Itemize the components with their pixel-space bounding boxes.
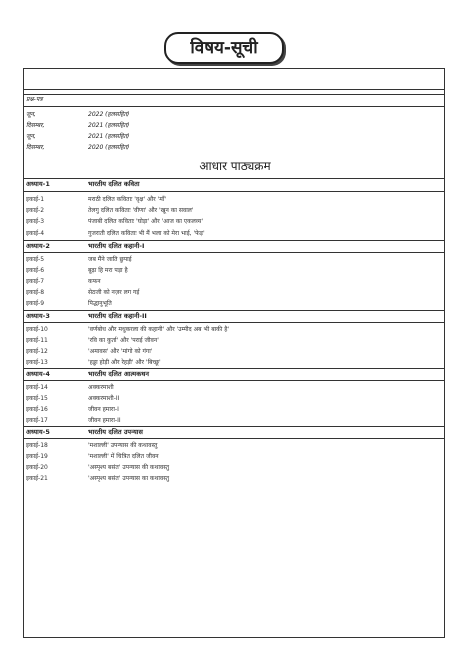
unit-number: इकाई-20 <box>26 464 48 471</box>
unit-number: इकाई-1 <box>26 196 45 203</box>
chapter-title: भारतीय दलित उपन्यास <box>88 428 143 436</box>
unit-number: इकाई-19 <box>26 453 48 460</box>
unit-title: गुजराती दलित कविताः भी मैं भला को मेरा भाई, 'फेड़' <box>88 230 205 237</box>
unit-title: 'मशाल्ली' उपन्यास की कथावस्तु <box>88 442 158 449</box>
divider <box>23 426 445 427</box>
unit-title: जीवन हमारा-II <box>88 417 121 424</box>
question-paper-month: जून, <box>26 133 36 140</box>
unit-title: 'अस्पृश्य बसंत' उपन्यास की कथावस्तु <box>88 464 169 471</box>
unit-title: कफन <box>88 278 101 285</box>
unit-number: इकाई-18 <box>26 442 48 449</box>
unit-number: इकाई-3 <box>26 218 45 225</box>
question-paper-month: जून, <box>26 111 36 118</box>
unit-number: इकाई-17 <box>26 417 48 424</box>
divider <box>23 368 445 369</box>
unit-number: इकाई-9 <box>26 300 45 307</box>
divider <box>23 240 445 241</box>
unit-title: सेठजी को नज़र लग गई <box>88 289 140 296</box>
chapter-title: भारतीय दलित कहानी-II <box>88 312 147 320</box>
chapter-number: अध्याय-1 <box>26 180 50 188</box>
chapter-number: अध्याय-3 <box>26 312 50 320</box>
unit-number: इकाई-5 <box>26 256 45 263</box>
unit-number: इकाई-21 <box>26 475 48 482</box>
chapter-title: भारतीय दलित कहानी-I <box>88 242 145 250</box>
unit-number: इकाई-16 <box>26 406 48 413</box>
question-paper-year: 2021 (हलसहित) <box>88 122 130 129</box>
unit-title: 'रवि का कुर्ता' और 'पराई जीवन' <box>88 337 159 344</box>
divider <box>23 89 445 90</box>
unit-title: जीवन हमारा-I <box>88 406 119 413</box>
divider <box>23 252 445 253</box>
question-paper-year: 2021 (हलसहित) <box>88 133 130 140</box>
unit-number: इकाई-12 <box>26 348 48 355</box>
unit-number: इकाई-2 <box>26 207 45 214</box>
unit-number: इकाई-6 <box>26 267 45 274</box>
unit-title: अक्करमाशी-II <box>88 395 120 402</box>
unit-number: इकाई-13 <box>26 359 48 366</box>
divider <box>23 191 445 192</box>
question-paper-year: 2022 (हलसहित) <box>88 111 130 118</box>
chapter-title: भारतीय दलित कविता <box>88 180 140 188</box>
unit-number: इकाई-10 <box>26 326 48 333</box>
unit-title: पिद्धानुभूति <box>88 300 112 307</box>
question-paper-year: 2020 (हलसहित) <box>88 144 130 151</box>
unit-title: 'मशाल्ली' में चित्रित दलित जीवन <box>88 453 159 460</box>
unit-number: इकाई-14 <box>26 384 48 391</box>
title-badge <box>164 32 284 64</box>
unit-title: 'अस्पृश्य बसंत' उपन्यास का कथावस्तु <box>88 475 169 482</box>
chapter-number: अध्याय-4 <box>26 370 50 378</box>
chapter-number: अध्याय-2 <box>26 242 50 250</box>
unit-number: इकाई-4 <box>26 230 45 237</box>
question-paper-month: दिसम्बर, <box>26 122 45 129</box>
unit-title: मराठी दलित कविताः 'वृक्ष' और 'माँ' <box>88 196 167 203</box>
unit-title: 'हड्डा होड़ी और रेहड़ी' और 'बिच्छू' <box>88 359 161 366</box>
chapter-title: भारतीय दलित आत्मकथन <box>88 370 149 378</box>
unit-number: इकाई-15 <box>26 395 48 402</box>
unit-title: जब मैंने जाति छुपाई <box>88 256 132 263</box>
unit-title: अक्करमाशी <box>88 384 114 391</box>
unit-number: इकाई-7 <box>26 278 45 285</box>
unit-number: इकाई-11 <box>26 337 48 344</box>
divider <box>23 380 445 381</box>
unit-title: 'अमावस' और 'मांगो को गंगा' <box>88 348 153 355</box>
unit-number: इकाई-8 <box>26 289 45 296</box>
chapter-number: अध्याय-5 <box>26 428 50 436</box>
unit-title: तेलगु दलित कविताः 'वीणा' और 'खून का सवाल' <box>88 207 194 214</box>
question-paper-label: प्रश्न-पत्र <box>26 96 43 103</box>
syllabus-heading: आधार पाठ्यक्रम <box>199 159 271 173</box>
divider <box>23 106 445 107</box>
unit-title: 'वर्णबोध और मधुकरला की कहानी' और 'उम्मीद अब भी बाकी है' <box>88 326 230 333</box>
divider <box>23 178 445 179</box>
divider <box>23 438 445 439</box>
question-paper-month: दिसम्बर, <box>26 144 45 151</box>
divider <box>23 310 445 311</box>
page-title: विषय-सूची <box>190 38 258 58</box>
contents-frame <box>23 68 445 638</box>
divider <box>23 94 445 95</box>
divider <box>23 322 445 323</box>
unit-title: पंजाबी दलित कविताः 'घोड़ा' और 'आज का एकलव्य' <box>88 218 203 225</box>
unit-title: बूढ़ा हि मरा पड़ा है <box>88 267 128 274</box>
